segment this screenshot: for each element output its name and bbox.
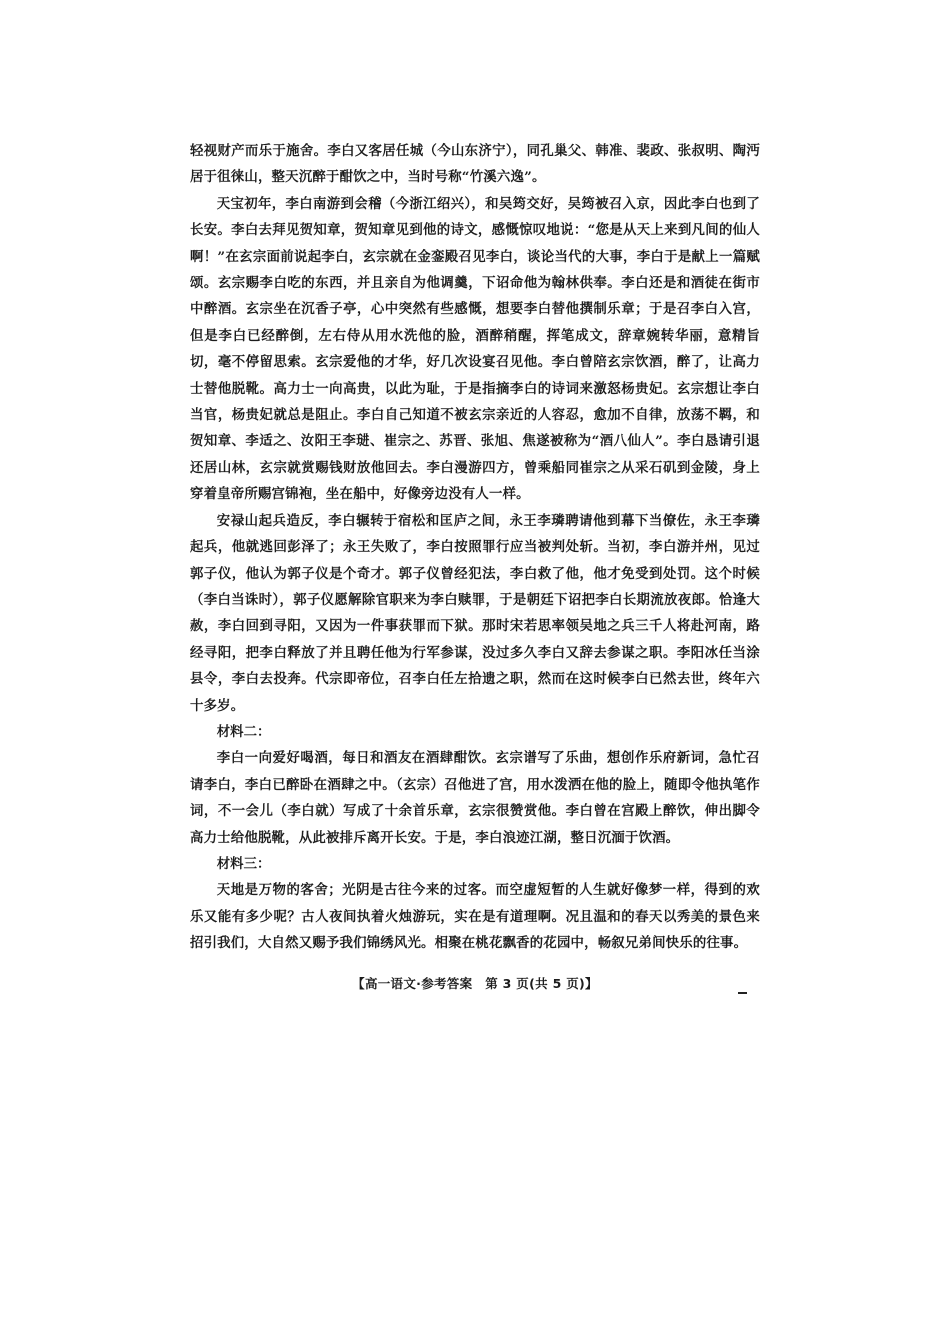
material-2-text: 李白一向爱好喝酒，每日和酒友在酒肆酣饮。玄宗谱写了乐曲，想创作乐府新词，急忙召请李白，李白已醉卧在酒肆之中。（玄宗）召他进了宫，用水泼洒在他的脸上，随即令他执笔作词，不一会儿（李白就）写成了十余首乐章，玄宗很赞赏他。李白曾在宫殿上醉饮，伸出脚令高力士给他脱靴，从此被排斥离开长安。于是，李白浪迹江湖，整日沉湎于饮酒。 — [190, 750, 760, 846]
material-3-text: 天地是万物的客舍；光阴是古往今来的过客。而空虚短暂的人生就好像梦一样，得到的欢乐又能有多少呢？古人夜间执着火烛游玩，实在是有道理啊。况且温和的春天以秀美的景色来招引我们，大自然又赐予我们锦绣风光。相聚在桃花飘香的花园中，畅叙兄弟间快乐的往事。 — [190, 882, 760, 952]
paragraph-2: 天宝初年，李白南游到会稽（今浙江绍兴），和吴筠交好，吴筠被召入京，因此李白也到了长安。李白去拜见贺知章，贺知章见到他的诗文，感慨惊叹地说：“您是从天上来到凡间的仙人啊！”在玄宗面前说起李白，玄宗就在金銮殿召见李白，谈论当代的大事，李白于是献上一篇赋颂。玄宗赐李白吃的东西，并且亲自为他调羹，下诏命他为翰林供奉。李白还是和酒徒在街市中醉酒。玄宗坐在沉香子亭，心中突然有些感慨，想要李白替他撰制乐章；于是召李白入宫，但是李白已经醉倒，左右侍从用水洗他的脸，酒醉稍醒，挥笔成文，辞章婉转华丽，意精旨切，毫不停留思索。玄宗爱他的才华，好几次设宴召见他。李白曾陪玄宗饮酒，醉了，让高力士替他脱靴。高力士一向高贵，以此为耻，于是指摘李白的诗词来激怒杨贵妃。玄宗想让李白当官，杨贵妃就总是阻止。李白自己知道不被玄宗亲近的人容忍，愈加不自律，放荡不羁，和贺知章、李适之、汝阳王李琎、崔宗之、苏晋、张旭、焦遂被称为“酒八仙人”。李白恳请引退还居山林，玄宗就赏赐钱财放他回去。李白漫游四方，曾乘船同崔宗之从采石矶到金陵，身上穿着皇帝所赐宫锦袍，坐在船中，好像旁边没有人一样。 — [190, 195, 760, 503]
material-3-heading: 材料三： — [216, 855, 271, 872]
corner-mark — [738, 992, 747, 994]
page-footer: 【高一语文·参考答案 第 3 页(共 5 页)】 — [352, 976, 598, 991]
paragraph-3: 安禄山起兵造反，李白辗转于宿松和匡庐之间，永王李璘聘请他到幕下当僚佐，永王李璘起兵，他就逃回彭泽了；永王失败了，李白按照罪行应当被判处斩。当初，李白游并州，见过郭子仪，他认为郭子仪是个奇才。郭子仪曾经犯法，李白救了他，他才免受到处罚。这个时候（李白当诛时），郭子仪愿解除官职来为李白赎罪，于是朝廷下诏把李白长期流放夜郎。恰逢大赦，李白回到寻阳，又因为一件事获罪而下狱。那时宋若思率领吴地之兵三千人将赴河南，路经寻阳，把李白释放了并且聘任他为行军参谋，没过多久李白又辞去参谋之职。李阳冰任当涂县令，李白去投奔。代宗即帝位，召李白任左拾遗之职，然而在这时候李白已然去世，终年六十多岁。 — [190, 512, 760, 714]
document-page — [190, 138, 760, 957]
paragraph-1: 轻视财产而乐于施舍。李白又客居任城（今山东济宁），同孔巢父、韩准、裴政、张叔明、陶沔居于徂徕山，整天沉醉于酣饮之中，当时号称“竹溪六逸”。 — [190, 143, 760, 186]
material-2-heading: 材料二： — [216, 723, 271, 740]
